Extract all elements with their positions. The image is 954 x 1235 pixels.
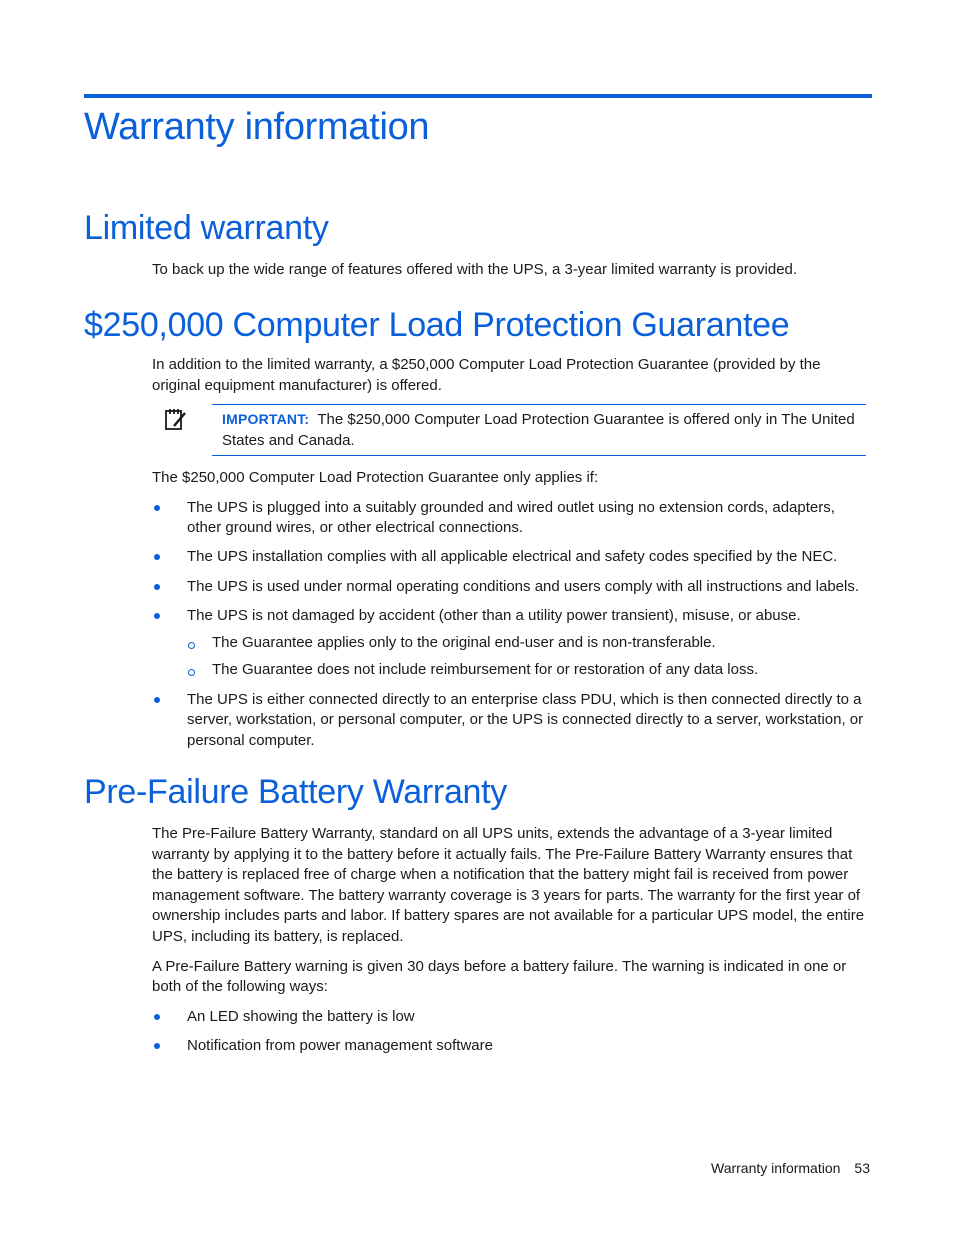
section-heading-limited-warranty: Limited warranty xyxy=(84,209,329,247)
list-item: Notification from power management software xyxy=(152,1036,872,1057)
page-footer xyxy=(711,1158,870,1178)
section-heading-prefailure: Pre-Failure Battery Warranty xyxy=(84,773,508,811)
chapter-rule xyxy=(84,94,872,98)
list-item: The UPS is used under normal operating conditions and users comply with all instructions and labels. xyxy=(152,577,872,598)
warning-ways-list xyxy=(152,1007,872,1057)
limited-warranty-body xyxy=(152,260,872,281)
guarantee-paragraph: In addition to the limited warranty, a $250,000 Computer Load Protection Guarantee (provided by the original equipment manufacturer) is offered. xyxy=(152,356,821,394)
sub-list-item: The Guarantee applies only to the original end-user and is non-transferable. xyxy=(152,633,872,654)
page-number: 53 xyxy=(854,1160,870,1176)
important-note-body: The $250,000 Computer Load Protection Guarantee is offered only in The United States and Canada. xyxy=(222,411,855,449)
list-item-text: The UPS is not damaged by accident (other than a utility power transient), misuse, or abuse. xyxy=(187,607,801,625)
guarantee-intro xyxy=(152,355,872,396)
important-note-icon xyxy=(164,407,188,431)
sub-list xyxy=(152,633,872,681)
list-item: The UPS installation complies with all applicable electrical and safety codes specified by the NEC. xyxy=(152,547,872,568)
footer-section-title: Warranty information xyxy=(711,1160,841,1176)
applies-intro: The $250,000 Computer Load Protection Guarantee only applies if: xyxy=(152,469,599,486)
limited-warranty-paragraph: To back up the wide range of features offered with the UPS, a 3-year limited warranty is provided. xyxy=(152,261,798,278)
important-note xyxy=(212,404,866,456)
prefailure-paragraph-1: The Pre-Failure Battery Warranty, standard on all UPS units, extends the advantage of a 3-year limited warranty by applying it to the battery before it actually fails. The Pre-Failure Battery Warranty ensures that the battery is replaced free of charge when a notification that the battery might fail is received from power management software. The battery warranty coverage is 3 years for parts. The warranty for the first year of ownership includes parts and labor. If battery spares are not available for a particular UPS model, the entire UPS, including its battery, is replaced. xyxy=(152,825,865,945)
list-item: An LED showing the battery is low xyxy=(152,1007,872,1028)
prefailure-paragraph-2: A Pre-Failure Battery warning is given 30 days before a battery failure. The warning is indicated in one or both of the following ways: xyxy=(152,957,847,996)
chapter-title: Warranty information xyxy=(84,106,430,148)
sub-list-item: The Guarantee does not include reimbursement for or restoration of any data loss. xyxy=(152,660,872,681)
important-label: IMPORTANT: xyxy=(222,411,310,427)
list-item xyxy=(152,606,872,680)
list-item: The UPS is either connected directly to an enterprise class PDU, which is then connected directly to a server, workstation, or personal computer, or the UPS is connected directly to a server, workstation, or personal computer. xyxy=(152,690,872,752)
conditions-list xyxy=(152,498,872,752)
prefailure-body xyxy=(152,824,872,1057)
important-note-text xyxy=(222,409,862,451)
section-heading-guarantee: $250,000 Computer Load Protection Guarantee xyxy=(84,306,790,344)
guarantee-conditions xyxy=(152,468,872,752)
list-item: The UPS is plugged into a suitably grounded and wired outlet using no extension cords, adapters, other ground wires, or other electrical connections. xyxy=(152,498,872,539)
